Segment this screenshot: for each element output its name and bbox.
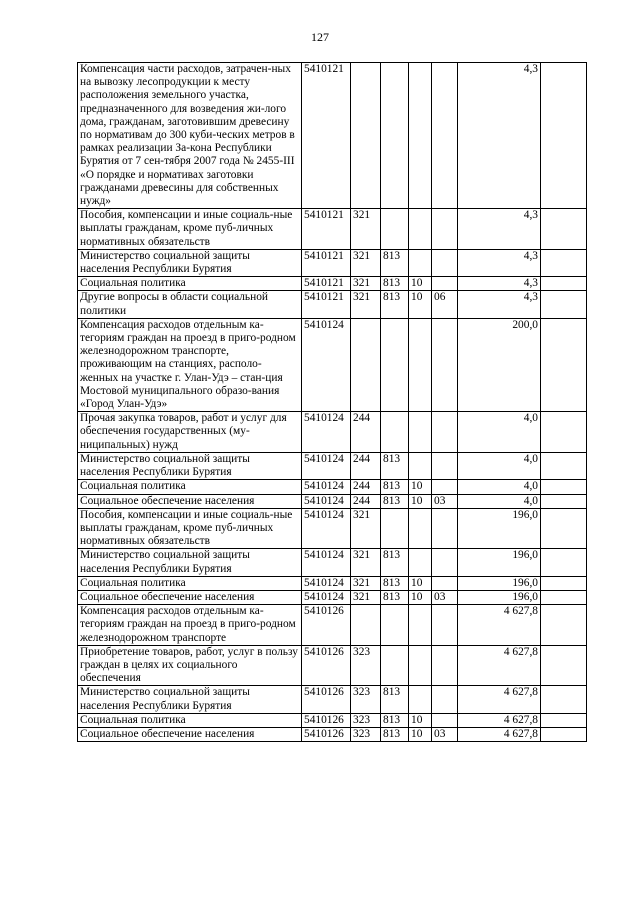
row-rz: 10 [409, 727, 432, 741]
row-csr: 5410124 [302, 576, 351, 590]
row-name: Другие вопросы в области социальной политики [78, 291, 302, 318]
row-csr: 5410126 [302, 713, 351, 727]
row-pr: 03 [432, 494, 458, 508]
row-grbs: 813 [381, 590, 409, 604]
row-grbs [381, 412, 409, 453]
row-empty-cell [541, 494, 587, 508]
row-vr: 323 [351, 686, 381, 713]
row-sum: 4,3 [458, 249, 541, 276]
row-name: Приобретение товаров, работ, услуг в пользу граждан в целях их социального обеспечения [78, 645, 302, 686]
row-vr: 321 [351, 209, 381, 250]
row-vr [351, 318, 381, 411]
row-name: Министерство социальной защиты населения Республики Бурятия [78, 686, 302, 713]
row-vr: 321 [351, 291, 381, 318]
row-csr: 5410124 [302, 494, 351, 508]
row-vr: 321 [351, 249, 381, 276]
row-grbs: 813 [381, 549, 409, 576]
row-grbs [381, 605, 409, 646]
table-row [78, 590, 587, 604]
row-rz: 10 [409, 713, 432, 727]
row-csr: 5410124 [302, 508, 351, 549]
row-csr: 5410124 [302, 480, 351, 494]
row-name: Компенсация расходов отдельным ка-тегориям граждан на проезд в приго-родном железнодорожном транспорте, проживающим на станциях, располо-женных на участке г. Улан-Удэ – стан-ция Мостовой муниципального образо-вания «Город Улан-Удэ» [78, 318, 302, 411]
row-empty-cell [541, 686, 587, 713]
row-sum: 196,0 [458, 590, 541, 604]
row-rz [409, 645, 432, 686]
row-csr: 5410126 [302, 645, 351, 686]
row-name: Компенсация расходов отдельным ка-тегориям граждан на проезд в приго-родном железнодорожном транспорте [78, 605, 302, 646]
row-rz [409, 686, 432, 713]
row-grbs: 813 [381, 277, 409, 291]
row-pr: 06 [432, 291, 458, 318]
row-csr: 5410124 [302, 318, 351, 411]
row-sum: 4,3 [458, 209, 541, 250]
row-csr: 5410126 [302, 686, 351, 713]
row-vr: 244 [351, 452, 381, 479]
row-pr: 03 [432, 590, 458, 604]
row-grbs: 813 [381, 249, 409, 276]
row-csr: 5410121 [302, 209, 351, 250]
row-grbs: 813 [381, 480, 409, 494]
row-empty-cell [541, 480, 587, 494]
table-row [78, 209, 587, 250]
row-pr [432, 209, 458, 250]
row-empty-cell [541, 549, 587, 576]
row-rz [409, 549, 432, 576]
row-sum: 196,0 [458, 576, 541, 590]
row-rz [409, 249, 432, 276]
row-rz: 10 [409, 576, 432, 590]
row-empty-cell [541, 249, 587, 276]
row-grbs [381, 63, 409, 209]
row-name: Социальное обеспечение населения [78, 494, 302, 508]
row-sum: 4 627,8 [458, 605, 541, 646]
row-empty-cell [541, 508, 587, 549]
row-rz: 10 [409, 291, 432, 318]
row-csr: 5410121 [302, 63, 351, 209]
row-vr: 321 [351, 549, 381, 576]
row-empty-cell [541, 605, 587, 646]
row-grbs: 813 [381, 494, 409, 508]
row-grbs: 813 [381, 576, 409, 590]
page-number: 127 [311, 30, 329, 44]
row-name: Социальная политика [78, 480, 302, 494]
row-rz: 10 [409, 277, 432, 291]
row-vr: 321 [351, 277, 381, 291]
row-sum: 4 627,8 [458, 686, 541, 713]
row-pr [432, 318, 458, 411]
row-vr [351, 63, 381, 209]
row-sum: 200,0 [458, 318, 541, 411]
row-rz: 10 [409, 494, 432, 508]
row-sum: 196,0 [458, 549, 541, 576]
table-row [78, 249, 587, 276]
row-sum: 4,0 [458, 480, 541, 494]
row-name: Министерство социальной защиты населения Республики Бурятия [78, 249, 302, 276]
row-csr: 5410124 [302, 549, 351, 576]
table-row [78, 605, 587, 646]
table-row [78, 686, 587, 713]
row-pr [432, 508, 458, 549]
row-vr: 321 [351, 576, 381, 590]
table-row [78, 291, 587, 318]
row-pr [432, 605, 458, 646]
row-rz [409, 209, 432, 250]
row-empty-cell [541, 645, 587, 686]
row-csr: 5410121 [302, 291, 351, 318]
row-rz [409, 318, 432, 411]
row-sum: 4 627,8 [458, 713, 541, 727]
table-row [78, 549, 587, 576]
table-row [78, 480, 587, 494]
row-grbs [381, 209, 409, 250]
row-empty-cell [541, 452, 587, 479]
row-sum: 4,3 [458, 291, 541, 318]
row-vr: 323 [351, 713, 381, 727]
row-rz [409, 412, 432, 453]
table-row [78, 63, 587, 209]
row-vr: 321 [351, 590, 381, 604]
row-pr [432, 549, 458, 576]
row-csr: 5410124 [302, 590, 351, 604]
row-rz [409, 63, 432, 209]
row-name: Социальная политика [78, 713, 302, 727]
row-name: Социальная политика [78, 576, 302, 590]
table-row [78, 452, 587, 479]
table-row [78, 727, 587, 741]
row-rz [409, 605, 432, 646]
row-pr [432, 412, 458, 453]
table-row [78, 508, 587, 549]
row-empty-cell [541, 713, 587, 727]
row-name: Министерство социальной защиты населения Республики Бурятия [78, 549, 302, 576]
table-row [78, 713, 587, 727]
row-name: Пособия, компенсации и иные социаль-ные выплаты гражданам, кроме пуб-личных нормативных обязательств [78, 209, 302, 250]
row-grbs [381, 508, 409, 549]
row-vr: 244 [351, 412, 381, 453]
row-name: Социальная политика [78, 277, 302, 291]
row-grbs: 813 [381, 686, 409, 713]
table-row [78, 318, 587, 411]
row-grbs: 813 [381, 291, 409, 318]
row-grbs [381, 318, 409, 411]
row-csr: 5410126 [302, 605, 351, 646]
row-pr [432, 576, 458, 590]
row-empty-cell [541, 590, 587, 604]
row-pr [432, 63, 458, 209]
row-grbs: 813 [381, 727, 409, 741]
table-row [78, 277, 587, 291]
table-row [78, 412, 587, 453]
row-csr: 5410124 [302, 412, 351, 453]
row-empty-cell [541, 576, 587, 590]
row-sum: 4 627,8 [458, 645, 541, 686]
row-empty-cell [541, 277, 587, 291]
row-rz [409, 452, 432, 479]
row-pr [432, 452, 458, 479]
row-empty-cell [541, 727, 587, 741]
table-row [78, 494, 587, 508]
row-empty-cell [541, 63, 587, 209]
row-sum: 4,0 [458, 452, 541, 479]
row-csr: 5410121 [302, 249, 351, 276]
row-grbs: 813 [381, 452, 409, 479]
row-pr [432, 249, 458, 276]
row-csr: 5410121 [302, 277, 351, 291]
row-sum: 4,3 [458, 63, 541, 209]
row-vr: 323 [351, 727, 381, 741]
row-csr: 5410124 [302, 452, 351, 479]
row-pr: 03 [432, 727, 458, 741]
row-rz: 10 [409, 480, 432, 494]
row-rz [409, 508, 432, 549]
budget-table-body [78, 63, 587, 742]
row-empty-cell [541, 209, 587, 250]
row-pr [432, 645, 458, 686]
row-pr [432, 277, 458, 291]
row-sum: 196,0 [458, 508, 541, 549]
row-empty-cell [541, 412, 587, 453]
row-sum: 4,0 [458, 412, 541, 453]
table-row [78, 645, 587, 686]
row-csr: 5410126 [302, 727, 351, 741]
table-row [78, 576, 587, 590]
row-vr: 323 [351, 645, 381, 686]
budget-table [77, 62, 587, 742]
row-vr: 244 [351, 480, 381, 494]
row-grbs: 813 [381, 713, 409, 727]
row-vr: 321 [351, 508, 381, 549]
row-name: Прочая закупка товаров, работ и услуг для обеспечения государственных (му-ниципальных) нужд [78, 412, 302, 453]
row-pr [432, 713, 458, 727]
row-rz: 10 [409, 590, 432, 604]
row-name: Социальное обеспечение населения [78, 590, 302, 604]
row-pr [432, 686, 458, 713]
row-sum: 4 627,8 [458, 727, 541, 741]
row-vr: 244 [351, 494, 381, 508]
row-vr [351, 605, 381, 646]
row-empty-cell [541, 291, 587, 318]
row-pr [432, 480, 458, 494]
row-empty-cell [541, 318, 587, 411]
row-grbs [381, 645, 409, 686]
row-name: Компенсация части расходов, затрачен-ных на вывозку лесопродукции к месту расположения земельного участка, предназначенного для возведения жи-лого дома, гражданам, заготовившим древесину по нормативам до 300 куби-ческих метров в рамках реализации За-кона Республики Бурятия от 7 сен-тября 2007 года № 2455-III «О порядке и нормативах заготовки гражданами древесины для собственных нужд» [78, 63, 302, 209]
row-name: Пособия, компенсации и иные социаль-ные выплаты гражданам, кроме пуб-личных нормативных обязательств [78, 508, 302, 549]
row-sum: 4,3 [458, 277, 541, 291]
row-name: Министерство социальной защиты населения Республики Бурятия [78, 452, 302, 479]
row-name: Социальное обеспечение населения [78, 727, 302, 741]
row-sum: 4,0 [458, 494, 541, 508]
